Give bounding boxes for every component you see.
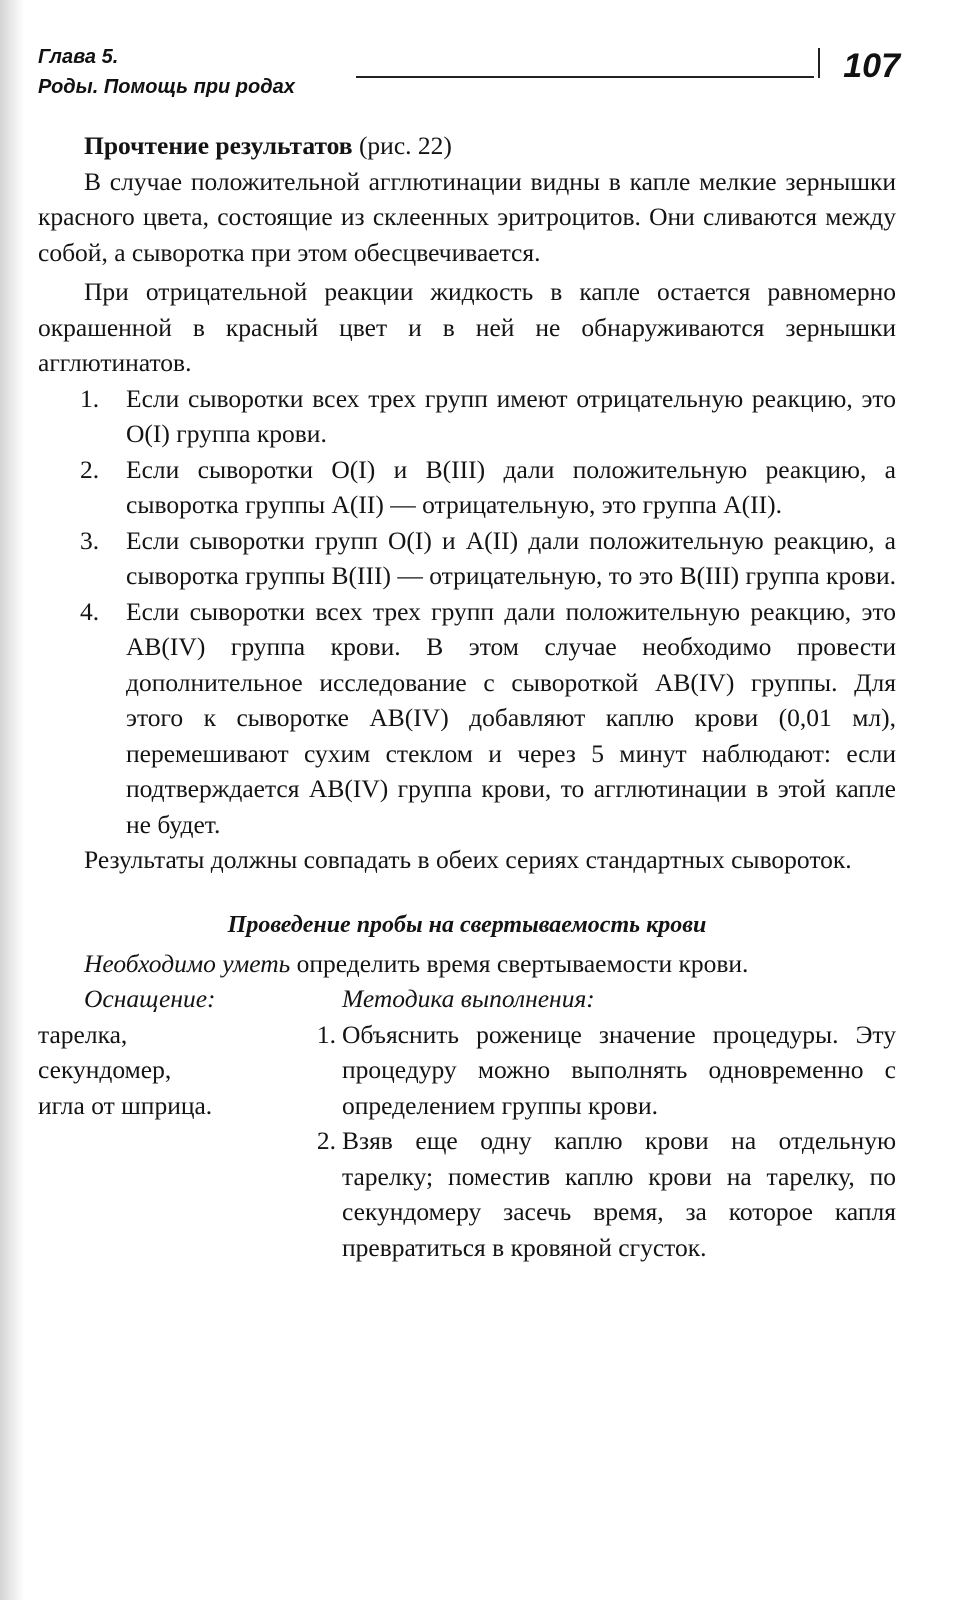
list-item-number: 2.: [80, 454, 100, 484]
page-edge-shadow: [0, 0, 24, 1600]
equipment-item: тарелка,: [38, 1019, 128, 1049]
results-figure-ref: (рис. 22): [352, 131, 452, 160]
folio-mark: [818, 48, 820, 78]
list-item: [80, 523, 897, 594]
running-head-title: Роды. Помощь при родах: [38, 76, 295, 98]
skill-text: определить время свертываемости крови.: [290, 948, 749, 978]
equipment-label: Оснащение:: [84, 984, 216, 1013]
step-number: 2.: [316, 1126, 336, 1155]
equipment-item: игла от шприца.: [38, 1090, 213, 1120]
list-item-number: 4.: [80, 596, 100, 626]
method-step: [316, 1017, 896, 1124]
list-item-text: Если сыворотки O(I) и B(III) дали положительную реакцию, а сыворотка группы A(II) — отрицательную, это группа A(II).: [126, 454, 896, 519]
list-item-text: Если сыворотки всех трех групп дали положительную реакцию, это AB(IV) группа крови. В этом случае необходимо провести дополнительное исследование с сывороткой AB(IV) группы. Для этого к сыворотке AB(IV) добавляют каплю крови (0,01 мл), перемешивают сухим стеклом и через 5 минут наблюдают: если подтверждается AB(IV) группа крови, то агглютинации в этой капле не будет.: [126, 596, 896, 839]
page-number: 107: [843, 47, 900, 85]
method-label: Методика выполнения:: [342, 984, 595, 1013]
method-column: [296, 981, 896, 1265]
equipment-item: секундомер,: [38, 1055, 172, 1084]
skill-label: Необходимо уметь: [84, 948, 291, 978]
list-item: [80, 452, 896, 523]
procedure-columns: [38, 981, 896, 1265]
results-heading: [38, 128, 896, 164]
header-rule: [356, 76, 814, 78]
list-item-number: 1.: [80, 383, 100, 413]
blood-group-list: [38, 381, 896, 843]
list-item-text: Если сыворотки групп O(I) и A(II) дали положительную реакцию, а сыворотка группы B(III) — отрицательную, то это B(III) группа крови.: [126, 525, 897, 590]
equipment-column: [38, 981, 296, 1265]
paragraph-conclusion: Результаты должны совпадать в обеих сериях стандартных сывороток.: [84, 845, 852, 874]
step-number: 1.: [316, 1019, 336, 1049]
section-heading: Проведение пробы на свертываемость крови: [227, 911, 707, 938]
method-steps: [296, 1017, 896, 1266]
step-text: Объяснить роженице значение процедуры. Эту процедуру можно выполнять одновременно с определением группы крови.: [342, 1019, 896, 1120]
paragraph-negative: При отрицательной реакции жидкость в капле остается равномерно окрашенной в красный цвет и в ней не обнаруживаются зернышки агглютинатов.: [38, 277, 896, 377]
list-item-number: 3.: [80, 525, 100, 555]
list-item: [80, 594, 896, 843]
paragraph-positive: В случае положительной агглютинации видны в капле мелкие зернышки красного цвета, состоящие из склеенных эритроцитов. Они сливаются между собой, а сыворотка при этом обесцвечивается.: [38, 166, 896, 267]
results-heading-bold: Прочтение результатов: [84, 131, 353, 160]
running-head-chapter: Глава 5.: [38, 46, 119, 68]
skill-requirement: [38, 946, 896, 982]
page-body: [38, 128, 896, 1265]
list-item-text: Если сыворотки всех трех групп имеют отрицательную реакцию, это O(I) группа крови.: [126, 383, 896, 448]
method-step: [316, 1123, 896, 1265]
list-item: [80, 381, 896, 452]
step-text: Взяв еще одну каплю крови на отдельную тарелку; поместив каплю крови на тарелку, по секундомеру засечь время, за которое капля превратиться в кровяной сгусток.: [342, 1126, 896, 1262]
running-header: [38, 46, 900, 102]
